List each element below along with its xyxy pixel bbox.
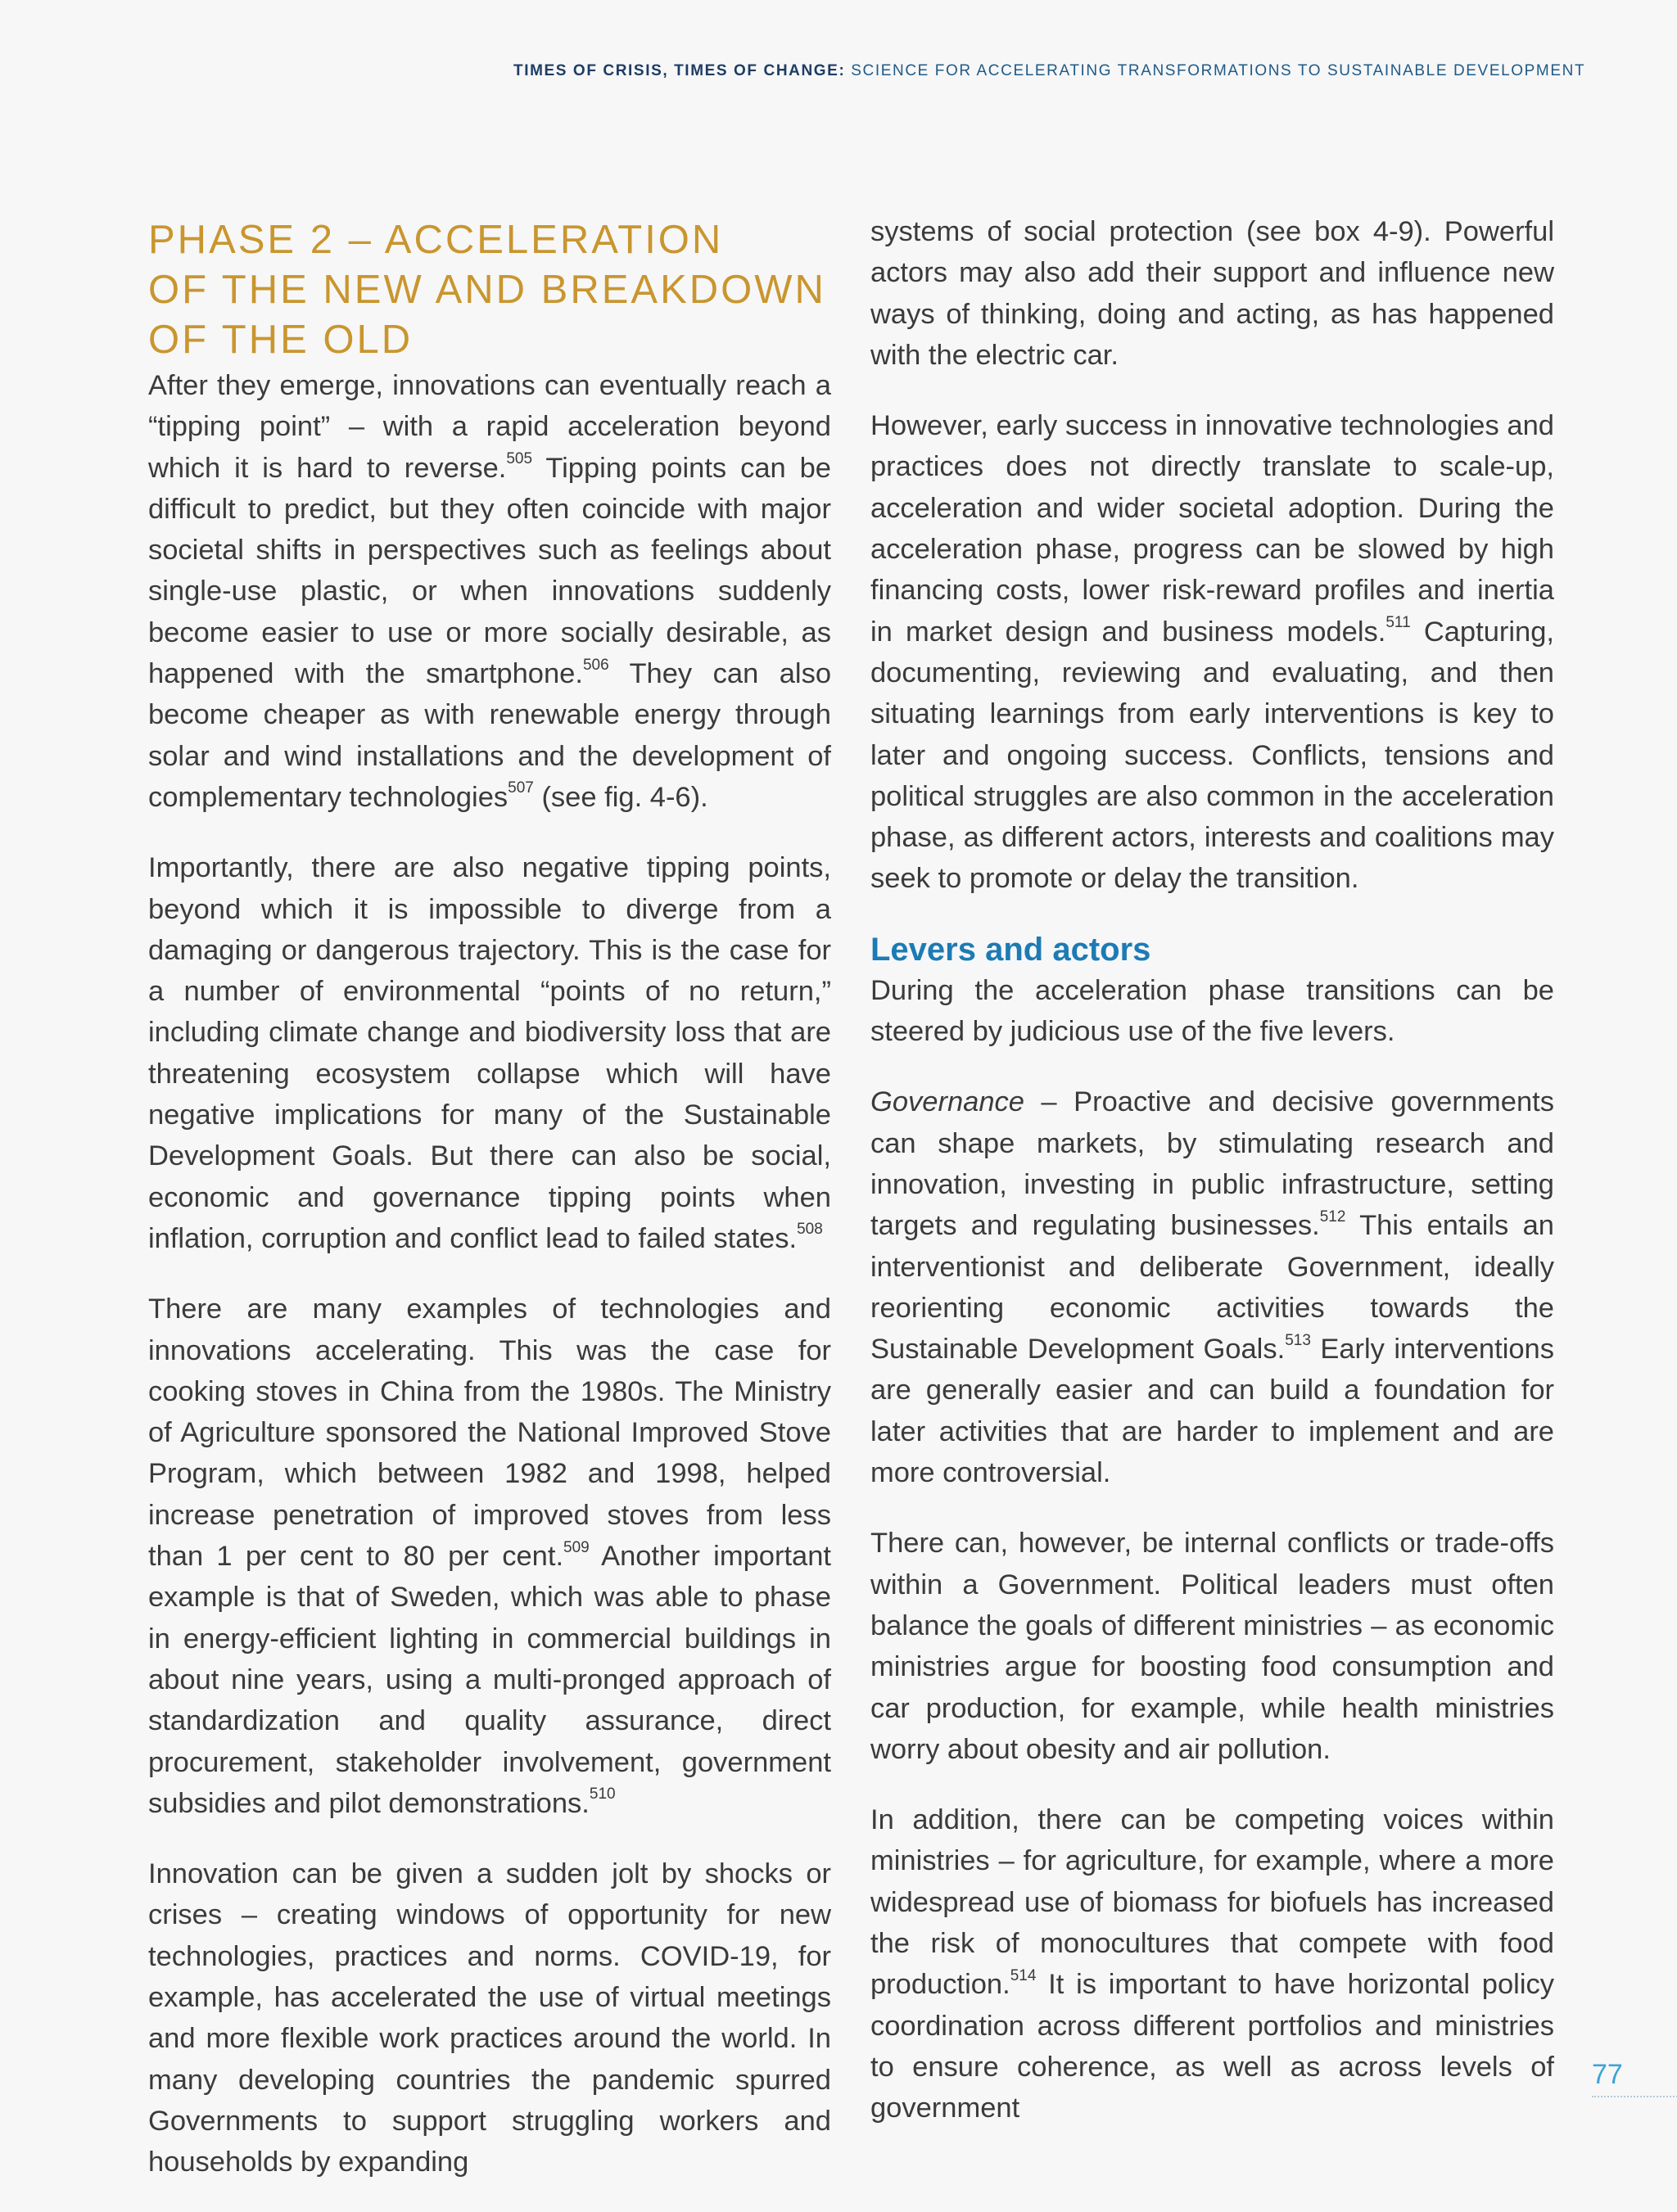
page-number: 77 xyxy=(1592,2059,1623,2090)
paragraph-social-protection: systems of social protection (see box 4-9). Powerful actors may also add their support and influence new ways of thinking, doing and acting, as has happened with the electric car. xyxy=(870,216,1554,371)
right-column xyxy=(870,211,1554,2158)
paragraph-early-success: However, early success in innovative technologies and practices does not directly translate to scale-up, acceleration and wider societal adoption. During the acceleration phase, progress can be slowed by high financing costs, lower risk-reward profiles and inertia in market design and business models.$^{511}$ Capturing, documenting, reviewing and evaluating, and then situating learnings from early interventions is key to later and ongoing success. Conflicts, tensions and political struggles are also common in the acceleration phase, as different actors, interests and coalitions may seek to promote or delay the transition. xyxy=(870,410,1555,895)
footnote-ref[interactable]: 509 xyxy=(563,1538,590,1556)
footnote-ref[interactable]: 514 xyxy=(1010,1966,1037,1984)
footnote-ref[interactable]: 511 xyxy=(1385,614,1411,632)
section-heading-line-1: PHASE 2 – ACCELERATION xyxy=(148,218,724,262)
paragraph-governance: Governance – Proactive and decisive governments can shape markets, by stimulating research and innovation, investing in public infrastructure, setting targets and regulating businesses.$^{512}$ This entails an interventionist and deliberate Government, ideally reorienting economic activities towards the Sustainable Development Goals.$^{513}$ Early interventions are generally easier and can build a foundation for later activities that are harder to implement and are more controversial. xyxy=(870,1086,1554,1489)
paragraph-competing-voices: In addition, there can be competing voices within ministries – for agriculture, for example, where a more widespread use of biomass for biofuels has increased the risk of monocultures that compete with food production.$^{514}$ It is important to have horizontal policy coordination across different portfolios and ministries to ensure coherence, as well as across levels of government xyxy=(870,1804,1554,2124)
running-header xyxy=(513,62,1586,80)
running-header-title: TIMES OF CRISIS, TIMES OF CHANGE: xyxy=(513,62,846,79)
paragraph-internal-conflicts: There can, however, be internal conflicts or trade-offs within a Government. Political leaders must often balance the goals of different ministries – as economic ministries argue for boosting food consumption and car production, for example, while health ministries worry about obesity and air pollution. xyxy=(870,1528,1554,1765)
left-column xyxy=(148,215,831,2212)
footnote-ref[interactable]: 507 xyxy=(508,779,534,797)
footnote-ref[interactable]: 513 xyxy=(1285,1331,1311,1349)
paragraph-levers-intro: During the acceleration phase transitions can be steered by judicious use of the five levers. xyxy=(870,974,1554,1048)
page-number-rule xyxy=(1592,2096,1677,2097)
paragraph-examples: There are many examples of technologies and innovations accelerating. This was the case for cooking stoves in China from the 1980s. The Ministry of Agriculture sponsored the National Improved Stove Program, which between 1982 and 1998, helped increase penetration of improved stoves from less than 1 per cent to 80 per cent.$^{509}$ Another important example is that of Sweden, which was able to phase in energy-efficient lighting in commercial buildings in about nine years, using a multi-pronged approach of standardization and quality assurance, direct procurement, stakeholder involvement, government subsidies and pilot demonstrations.$^{510}$ xyxy=(148,1293,831,1819)
footnote-ref[interactable]: 505 xyxy=(506,450,533,468)
paragraph-negative-tipping-points: Importantly, there are also negative tipping points, beyond which it is impossible to diverge from a damaging or dangerous trajectory. This is the case for a number of environmental “points of no return,” including climate change and biodiversity loss that are threatening ecosystem collapse which will have negative implications for many of the Sustainable Development Goals. But there can also be social, economic and governance tipping points when inflation, corruption and conflict lead to failed states.$^{508}$ xyxy=(148,852,831,1254)
paragraph-tipping-points: After they emerge, innovations can eventually reach a “tipping point” – with a rapid acceleration beyond which it is hard to reverse.$^{505}$ Tipping points can be difficult to predict, but they often coincide with major societal shifts in perspectives such as feelings about single-use plastic, or when innovations suddenly become easier to use or more socially desirable, as happened with the smartphone.$^{506}$ They can also become cheaper as with renewable energy through solar and wind installations and the development of complementary technologies$^{507}$ (see fig. 4-6). xyxy=(148,370,832,813)
subheading-levers: Levers and actors xyxy=(870,931,1151,968)
running-header-subtitle: SCIENCE FOR ACCELERATING TRANSFORMATIONS TO SUSTAINABLE DEVELOPMENT xyxy=(845,62,1586,79)
footnote-ref[interactable]: 508 xyxy=(797,1221,823,1239)
section-heading xyxy=(148,215,831,365)
footnote-ref[interactable]: 512 xyxy=(1319,1208,1346,1226)
section-heading-line-3: OF THE OLD xyxy=(148,318,414,362)
governance-term: Governance xyxy=(870,1086,1024,1118)
footnote-ref[interactable]: 510 xyxy=(589,1785,616,1803)
paragraph-shocks: Innovation can be given a sudden jolt by shocks or crises – creating windows of opportunity for new technologies, practices and norms. COVID-19, for example, has accelerated the use of virtual meetings and more flexible work practices around the world. In many developing countries the pandemic spurred Governments to support struggling workers and households by expanding xyxy=(148,1858,831,2178)
footnote-ref[interactable]: 506 xyxy=(582,656,609,674)
section-heading-line-2: OF THE NEW AND BREAKDOWN xyxy=(148,268,826,312)
